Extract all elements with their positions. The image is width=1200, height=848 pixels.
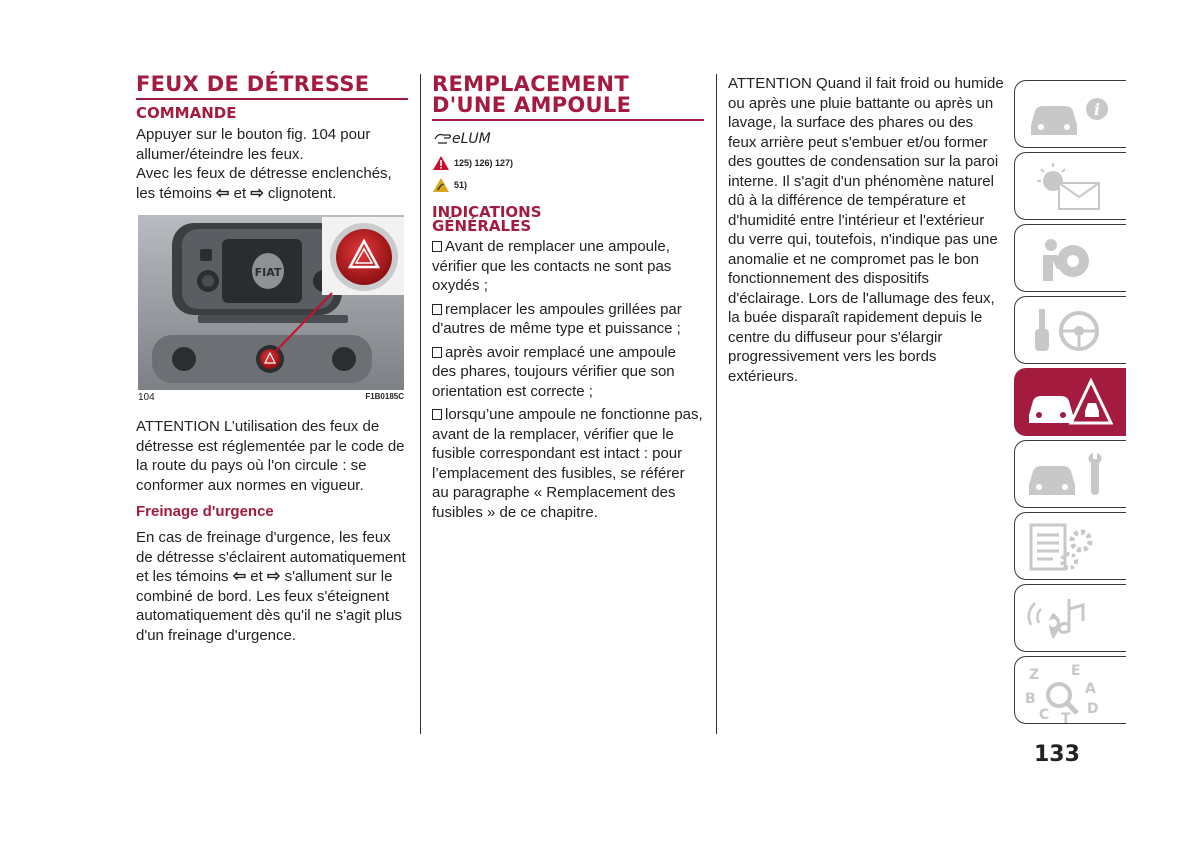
tab-index[interactable]	[1014, 656, 1126, 724]
column-divider-2	[716, 74, 717, 734]
index-letter: D	[1087, 701, 1099, 717]
key-steering-wheel-icon	[1023, 303, 1113, 359]
subsection-title-line-1: INDICATIONS	[432, 203, 542, 221]
column-2	[432, 74, 704, 526]
figure-number: 104	[138, 392, 155, 403]
list-item-text: après avoir remplacé une ampoule des phares, toujours vérifier que son orientation est correcte ;	[432, 343, 676, 400]
index-letter: E	[1071, 663, 1081, 679]
turn-right-indicator-icon: ⇨	[266, 568, 281, 585]
figure-caption	[138, 392, 404, 403]
index-letter: B	[1025, 691, 1036, 707]
checkbox-bullet-icon	[432, 409, 442, 420]
tab-starting-driving[interactable]	[1014, 296, 1126, 364]
list-item	[432, 405, 704, 522]
figure-hazard-button-photo	[138, 215, 404, 390]
index-letter: A	[1085, 681, 1096, 697]
alphabetical-index-icon	[1023, 663, 1113, 723]
tab-dashboard-lights[interactable]	[1014, 152, 1126, 220]
multimedia-music-icon	[1023, 591, 1113, 647]
dashboard-photo-illustration	[138, 215, 404, 390]
attention-note-regulation: ATTENTION L’utilisation des feux de détresse est réglementée par le code de la route du pays où l'on circule : se conformer aux normes en vigueur.	[136, 418, 405, 494]
dashboard-lights-icon	[1023, 159, 1113, 215]
tab-safety[interactable]	[1014, 224, 1126, 292]
paragraph-indicators	[136, 164, 408, 203]
turn-left-indicator-icon: ⇦	[216, 184, 230, 202]
column-1	[136, 74, 408, 645]
figure-code: F1B0185C	[365, 392, 404, 401]
subsection-title-command: COMMANDE	[136, 104, 237, 122]
elum-logo-text: eLUM	[452, 131, 491, 147]
car-info-icon	[1023, 87, 1113, 143]
list-item	[432, 343, 704, 402]
warning-row-environment	[432, 177, 704, 193]
svg-text:i: i	[1093, 100, 1101, 119]
section-title-line-1: REMPLACEMENT	[432, 72, 629, 96]
list-item-text: remplacer les ampoules grillées par d'autres de même type et puissance ;	[432, 300, 682, 337]
section-title-line-2: D'UNE AMPOULE	[432, 93, 632, 117]
list-item-text: Avant de remplacer une ampoule, vérifier que les contacts ne sont pas oxydés ;	[432, 238, 672, 294]
paragraph-press-button: Appuyer sur le bouton fig. 104 pour allumer/éteindre les feux.	[136, 126, 371, 163]
paragraph-indicators-text-b: et	[233, 184, 247, 202]
attention-note-condensation: ATTENTION Quand il fait froid ou humide ou après une pluie battante ou après un lavage, la surface des phares ou des feux arrière peut s'embuer et/ou former des gouttes de condensation sur la paroi interne. Il s'agit d'un phénomène naturel dû à la différence de température et d'humidité entre l'intérieur et l'extérieur du verre qui, toutefois, n'indique pas une anomalie et ne compromet pas le bon fonctionnement des dispositifs d'éclairage. Lors de l'allumage des feux, la buée disparaît rapidement depuis le centre du diffuseur pour s'élargir progressivement vers les bords extérieurs.	[728, 75, 1004, 385]
elum-logo	[432, 125, 704, 149]
checkbox-bullet-icon	[432, 304, 442, 315]
environment-warning-icon	[432, 177, 450, 193]
turn-right-indicator-icon: ⇨	[250, 184, 264, 202]
paragraph-emergency-text-c: s'allument sur le combiné de bord. Les feux s'éteignent automatiquement dès qu'il ne s'agit plus d'un freinage d'urgence.	[136, 568, 402, 644]
car-service-wrench-icon	[1023, 447, 1113, 503]
paragraph-emergency-braking	[136, 528, 408, 645]
subsection-title-general	[432, 205, 704, 233]
paragraph-indicators-text-a: Avec les feux de détresse enclenchés, les témoins	[136, 165, 392, 202]
section-title-hazard-lights: FEUX DE DÉTRESSE	[136, 74, 408, 100]
list-item-text: lorsqu’une ampoule ne fonctionne pas, avant de la remplacer, vérifier que le fusible correspondant est intact : pour l’emplacement des fusibles, se référer au paragraphe « Remplacement des fusibles » de ce chapitre.	[432, 406, 703, 521]
heading-emergency-braking: Freinage d'urgence	[136, 503, 274, 520]
elum-hand-icon	[432, 125, 492, 149]
checkbox-bullet-icon	[432, 241, 442, 252]
paragraph-indicators-text-c: clignotent.	[267, 184, 337, 202]
list-item	[432, 237, 704, 296]
warning-refs-environment: 51)	[454, 180, 468, 190]
specs-gears-icon	[1023, 519, 1113, 575]
list-item	[432, 300, 704, 339]
paragraph-emergency-text-a: En cas de freinage d'urgence, les feux de détresse s'éclairent automatiquement et les témoins	[136, 529, 406, 585]
index-letter: Z	[1029, 667, 1040, 683]
turn-left-indicator-icon: ⇦	[232, 568, 247, 585]
column-3	[728, 74, 1004, 386]
column-divider-1	[420, 74, 421, 734]
index-letter: T	[1061, 711, 1071, 723]
airbag-seat-icon	[1023, 231, 1113, 287]
checkbox-bullet-icon	[432, 347, 442, 358]
car-hazard-triangle-icon	[1023, 375, 1113, 431]
tab-in-emergency[interactable]	[1014, 368, 1126, 436]
fiat-logo-text: FIAT	[254, 266, 282, 279]
warning-refs-danger: 125) 126) 127)	[454, 158, 514, 168]
warning-row-danger	[432, 155, 704, 171]
subsection-title-line-2: GÉNÉRALES	[432, 217, 532, 235]
index-letter: C	[1039, 707, 1050, 723]
paragraph-emergency-text-b: et	[250, 568, 263, 585]
tab-service-maintenance[interactable]	[1014, 440, 1126, 508]
section-title-bulb-replacement	[432, 74, 704, 121]
danger-triangle-icon	[432, 155, 450, 171]
page-number: 133	[1034, 742, 1080, 767]
tab-technical-data[interactable]	[1014, 512, 1126, 580]
tab-car-info[interactable]	[1014, 80, 1126, 148]
tab-multimedia[interactable]	[1014, 584, 1126, 652]
